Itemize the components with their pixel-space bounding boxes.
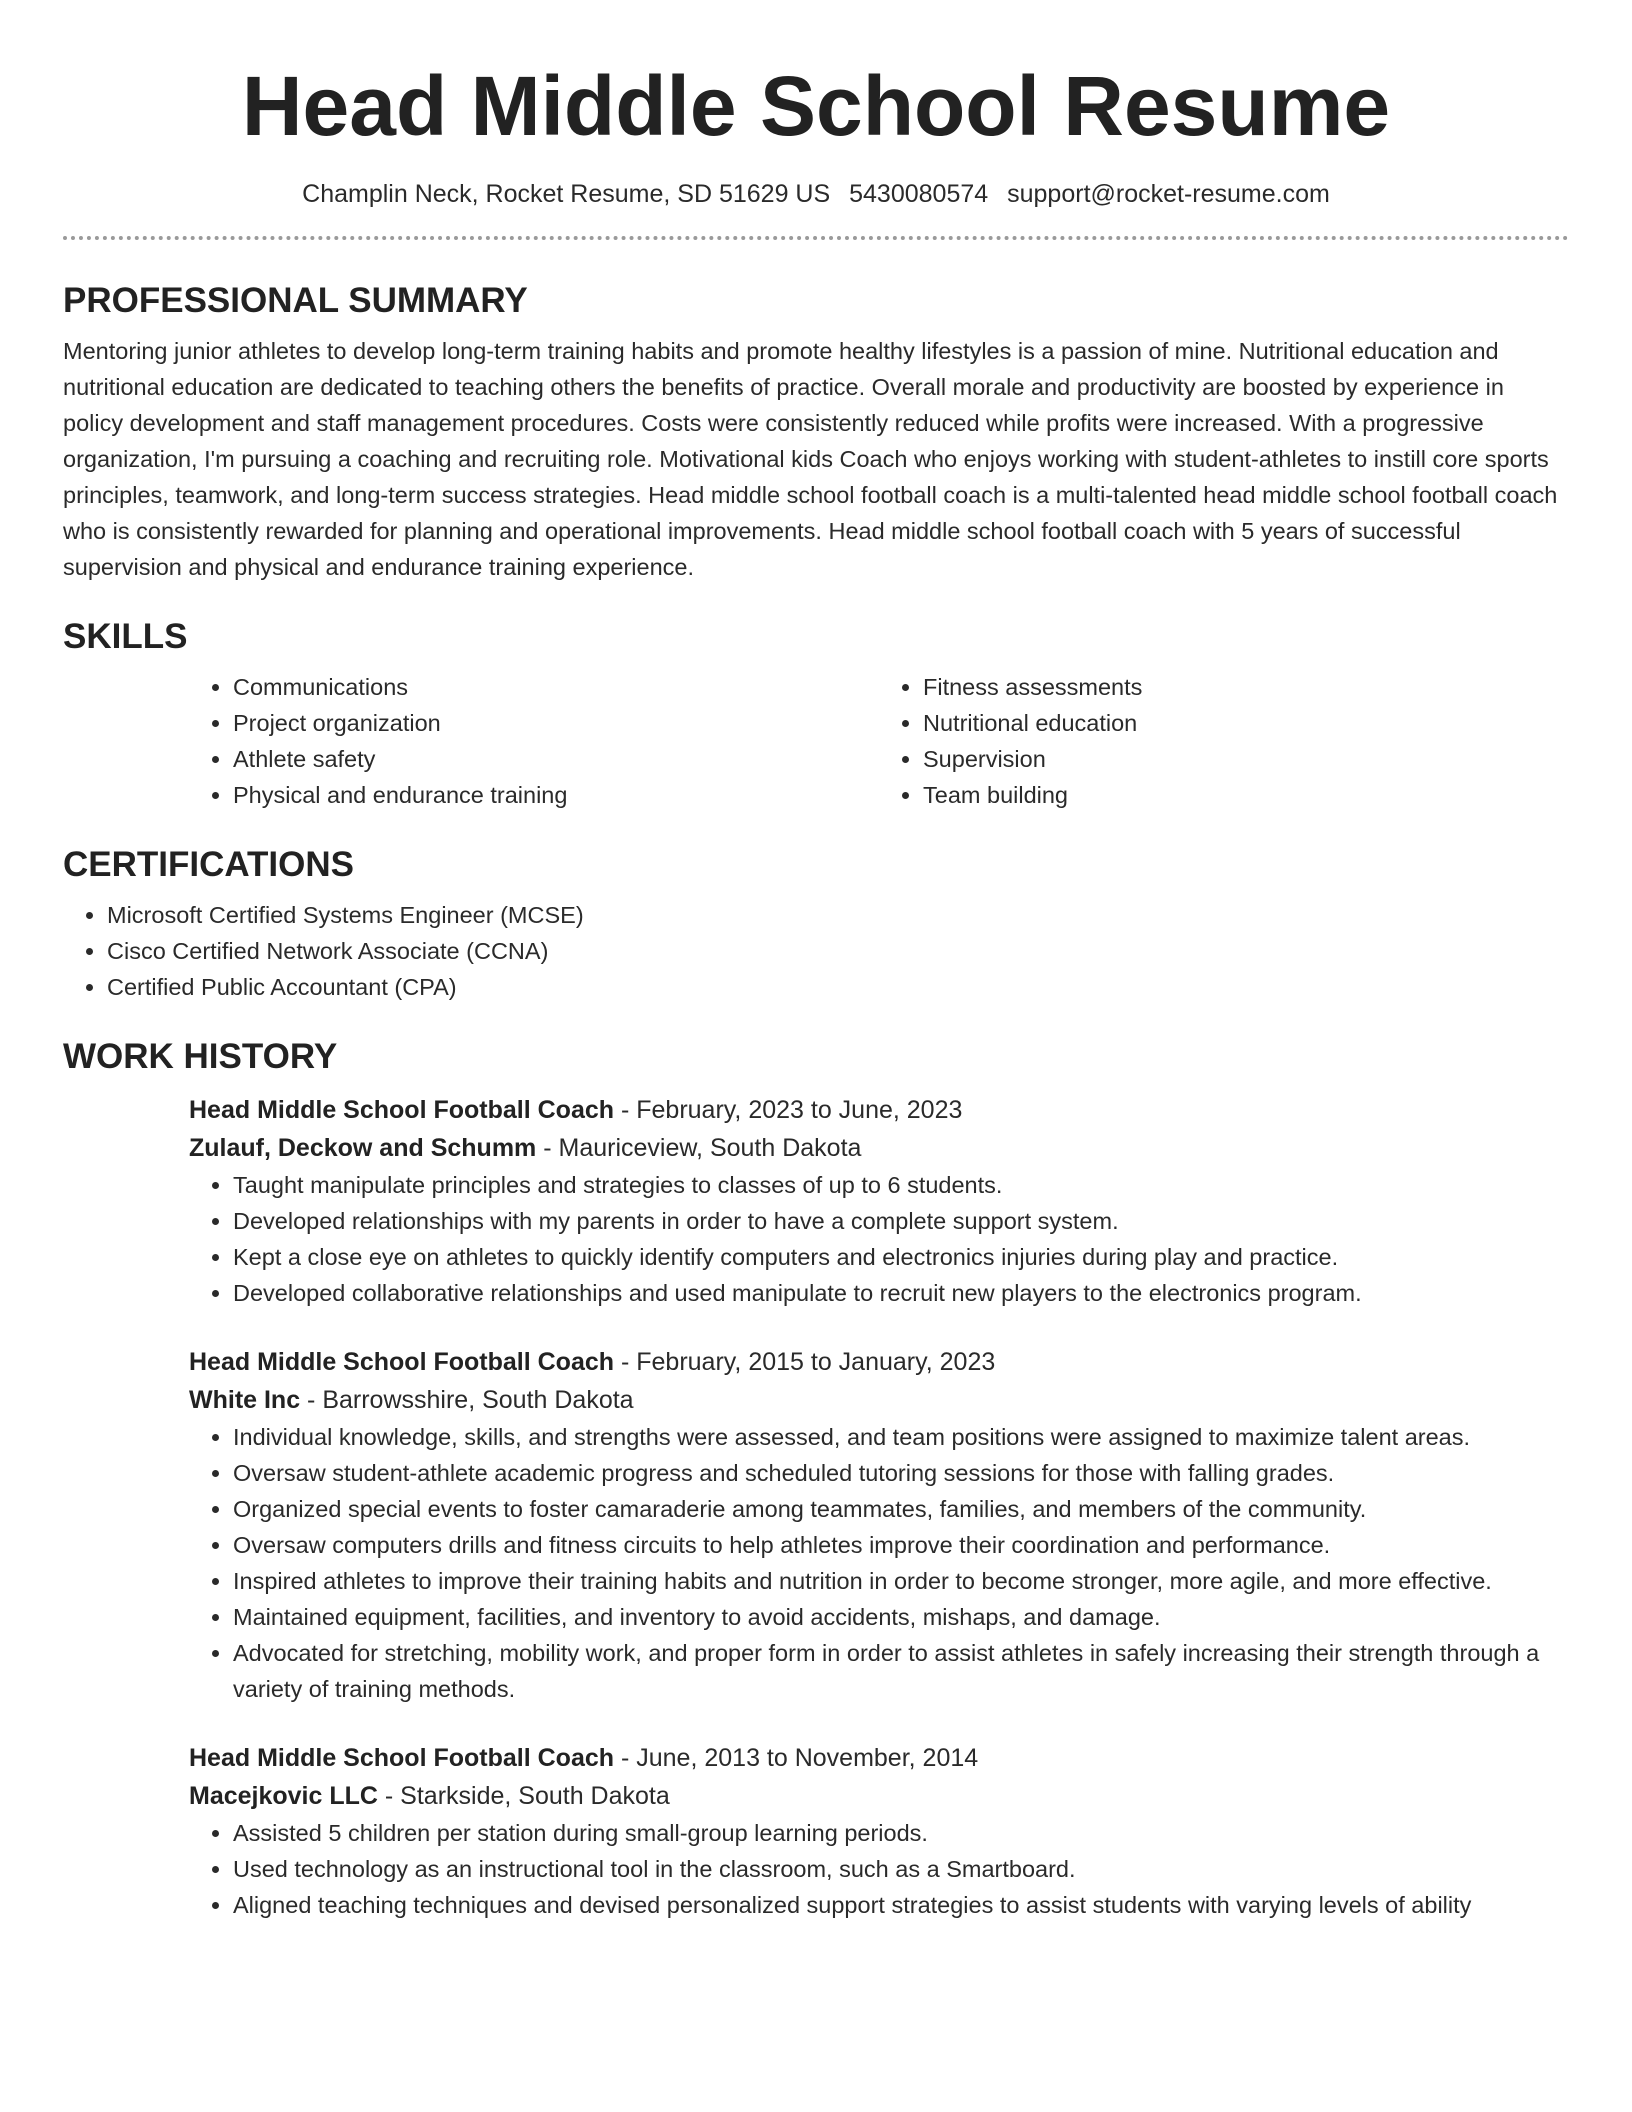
job-company: Macejkovic LLC [189, 1782, 378, 1810]
job-company: White Inc [189, 1386, 301, 1414]
job-entry [189, 1091, 1569, 1311]
skills-list-left [189, 669, 879, 813]
job-company-line [189, 1129, 1569, 1167]
job-bullet: • Developed relationships with my parents in order to have a complete support system. [233, 1203, 1569, 1239]
certifications-section [63, 843, 1569, 1005]
contact-address: Champlin Neck, Rocket Resume, SD 51629 US [302, 180, 831, 208]
job-entry [189, 1739, 1569, 1923]
job-title-line [189, 1739, 1569, 1777]
certification-item: • Microsoft Certified Systems Engineer (MCSE) [107, 897, 1569, 933]
skill-item: • Communications [233, 669, 879, 705]
summary-text: Mentoring junior athletes to develop long-term training habits and promote healthy lifestyles is a passion of mine. Nutritional education and nutritional education are dedicated to teaching others the benefits of practice. Overall morale and productivity are boosted by experience in policy development and staff management procedures. Costs were consistently reduced while profits were increased. With a progressive organization, I'm pursuing a coaching and recruiting role. Motivational kids Coach who enjoys working with student-athletes to instill core sports principles, teamwork, and long-term success strategies. Head middle school football coach is a multi-talented head middle school football coach who is consistently rewarded for planning and operational improvements. Head middle school football coach with 5 years of successful supervision and physical and endurance training experience. [63, 338, 1558, 580]
skills-heading: SKILLS [63, 617, 188, 656]
skills-grid [189, 669, 1569, 813]
header-divider [63, 236, 1569, 240]
skill-item: • Fitness assessments [923, 669, 1569, 705]
job-company: Zulauf, Deckow and Schumm [189, 1134, 537, 1162]
job-role: Head Middle School Football Coach [189, 1348, 615, 1376]
job-bullet: • Kept a close eye on athletes to quickly identify computers and electronics injuries during play and practice. [233, 1239, 1569, 1275]
job-bullet: • Taught manipulate principles and strategies to classes of up to 6 students. [233, 1167, 1569, 1203]
certifications-list [63, 897, 1569, 1005]
job-bullet: • Aligned teaching techniques and devised personalized support strategies to assist students with varying levels of ability [233, 1887, 1569, 1923]
job-title-line [189, 1343, 1569, 1381]
job-entry [189, 1343, 1569, 1707]
job-dates: - February, 2015 to January, 2023 [614, 1348, 996, 1376]
resume-title: Head Middle School Resume [241, 59, 1391, 153]
work-history-heading: WORK HISTORY [63, 1037, 338, 1076]
certification-item: • Certified Public Accountant (CPA) [107, 969, 1569, 1005]
job-bullet: • Oversaw computers drills and fitness circuits to help athletes improve their coordination and performance. [233, 1527, 1569, 1563]
job-bullets [189, 1815, 1569, 1923]
job-bullet: • Developed collaborative relationships and used manipulate to recruit new players to the electronics program. [233, 1275, 1569, 1311]
skill-item: • Physical and endurance training [233, 777, 879, 813]
skills-section [63, 615, 1569, 813]
certification-item: • Cisco Certified Network Associate (CCNA) [107, 933, 1569, 969]
job-company-line [189, 1777, 1569, 1815]
job-bullet: • Organized special events to foster camaraderie among teammates, families, and members of the community. [233, 1491, 1569, 1527]
job-bullet: • Assisted 5 children per station during small-group learning periods. [233, 1815, 1569, 1851]
job-location: - Mauriceview, South Dakota [536, 1134, 862, 1162]
job-bullet: • Inspired athletes to improve their training habits and nutrition in order to become stronger, more agile, and more effective. [233, 1563, 1569, 1599]
job-bullet: • Used technology as an instructional tool in the classroom, such as a Smartboard. [233, 1851, 1569, 1887]
summary-section [63, 279, 1569, 585]
summary-heading: PROFESSIONAL SUMMARY [63, 281, 528, 320]
contact-phone: 5430080574 [849, 180, 989, 208]
job-dates: - February, 2023 to June, 2023 [614, 1096, 963, 1124]
skill-item: • Athlete safety [233, 741, 879, 777]
job-bullet: • Maintained equipment, facilities, and inventory to avoid accidents, mishaps, and damage. [233, 1599, 1569, 1635]
job-bullet: • Advocated for stretching, mobility work, and proper form in order to assist athletes in safely increasing their strength through a variety of training methods. [233, 1635, 1569, 1707]
job-bullets [189, 1167, 1569, 1311]
job-role: Head Middle School Football Coach [189, 1096, 615, 1124]
contact-line [63, 178, 1569, 210]
work-history-section [63, 1035, 1569, 1923]
skill-item: • Project organization [233, 705, 879, 741]
job-location: - Barrowsshire, South Dakota [300, 1386, 634, 1414]
skills-list-right [879, 669, 1569, 813]
job-title-line [189, 1091, 1569, 1129]
job-company-line [189, 1381, 1569, 1419]
contact-email: support@rocket-resume.com [1007, 180, 1330, 208]
skill-item: • Team building [923, 777, 1569, 813]
job-role: Head Middle School Football Coach [189, 1744, 615, 1772]
skill-item: • Supervision [923, 741, 1569, 777]
certifications-heading: CERTIFICATIONS [63, 845, 355, 884]
skill-item: • Nutritional education [923, 705, 1569, 741]
job-bullet: • Individual knowledge, skills, and strengths were assessed, and team positions were assigned to maximize talent areas. [233, 1419, 1569, 1455]
job-bullets [189, 1419, 1569, 1707]
job-dates: - June, 2013 to November, 2014 [614, 1744, 979, 1772]
job-location: - Starkside, South Dakota [377, 1782, 670, 1810]
job-bullet: • Oversaw student-athlete academic progress and scheduled tutoring sessions for those with falling grades. [233, 1455, 1569, 1491]
